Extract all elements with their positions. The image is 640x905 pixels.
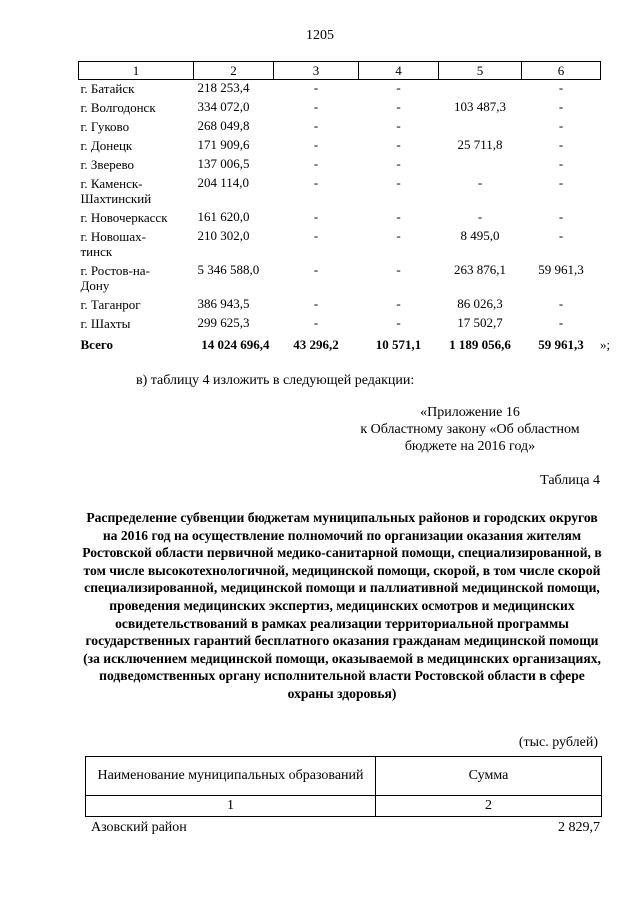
table-cell: 8 495,0: [460, 228, 500, 243]
table-row-value: 2 829,7: [558, 820, 600, 835]
total-suffix: »;: [600, 337, 611, 352]
appendix-reference: [340, 404, 600, 455]
column-number-row: [86, 796, 602, 817]
table-header-row: [86, 757, 602, 796]
table-cell: 268 049,8: [197, 118, 250, 133]
table-row: [79, 209, 601, 228]
table-cell: -: [558, 156, 564, 171]
table-row: [79, 262, 601, 296]
table-cell: 25 711,8: [457, 137, 503, 152]
column-header: 6: [522, 62, 601, 80]
column-number: 1: [86, 796, 376, 817]
municipality-name: г. Каменск- Шахтинский: [80, 176, 152, 206]
table-cell: -: [313, 296, 319, 311]
column-header-sum: Сумма: [376, 757, 602, 796]
table-cell: -: [558, 175, 564, 190]
table-cell: 386 943,5: [197, 296, 250, 311]
table-cell: 103 487,3: [454, 99, 506, 114]
intro-text: в) таблицу 4 изложить в следующей редакции:: [136, 373, 415, 388]
table-cell: -: [313, 99, 319, 114]
total-row: [79, 334, 601, 355]
table-row: [79, 175, 601, 209]
table-cell: -: [313, 137, 319, 152]
table-cell: -: [313, 156, 319, 171]
total-cell: 43 296,2: [293, 337, 339, 352]
table-cell: -: [396, 175, 401, 190]
table-cell: 86 026,3: [457, 296, 503, 311]
table-cell: -: [558, 228, 564, 243]
table-cell: 210 302,0: [197, 228, 250, 243]
municipality-name: г. Донецк: [80, 138, 133, 153]
municipality-name: г. Волгодонск: [80, 100, 156, 115]
table-cell: -: [477, 175, 483, 190]
table-cell: -: [396, 156, 401, 171]
table-cell: -: [396, 137, 401, 152]
municipality-name: г. Зверево: [80, 157, 135, 172]
table-label: Таблица 4: [540, 473, 600, 488]
table-cell: -: [313, 175, 319, 190]
column-header-name: Наименование муниципальных образований: [86, 757, 376, 796]
column-header: 2: [194, 62, 274, 80]
table-cell: [439, 156, 522, 175]
table-row: [79, 156, 601, 175]
table-cell: 59 961,3: [538, 262, 584, 277]
table-cell: 171 909,6: [197, 137, 250, 152]
table-row: [79, 228, 601, 262]
column-header: 5: [439, 62, 522, 80]
table-cell: -: [396, 315, 401, 330]
table-cell: 204 114,0: [197, 175, 250, 190]
table-cell: -: [313, 315, 319, 330]
table-row: [79, 137, 601, 156]
table-cell: -: [313, 209, 319, 224]
table-cell: -: [313, 80, 319, 95]
column-header: 4: [359, 62, 439, 80]
column-number: 2: [376, 796, 602, 817]
total-cell: 10 571,1: [375, 337, 422, 352]
table-cell: -: [558, 80, 564, 95]
appendix-line: «Приложение 16: [420, 405, 520, 420]
table-cell: 334 072,0: [197, 99, 250, 114]
table-row: [79, 296, 601, 315]
table-cell: -: [477, 209, 483, 224]
table-cell: -: [313, 228, 319, 243]
municipality-name: г. Батайск: [80, 81, 135, 96]
appendix-line: бюджете на 2016 год»: [404, 439, 536, 454]
table-cell: -: [313, 262, 319, 277]
table-header-row: [79, 62, 601, 80]
table-cell: 17 502,7: [457, 315, 503, 330]
table-cell: -: [396, 296, 401, 311]
table-cell: [439, 118, 522, 137]
total-cell: 59 961,3: [538, 337, 584, 352]
table-cell: -: [396, 99, 401, 114]
table-cell: -: [558, 296, 564, 311]
table-cell: -: [558, 137, 564, 152]
municipality-name: г. Гуково: [80, 119, 130, 134]
column-header: 3: [274, 62, 359, 80]
page-number: 1205: [306, 28, 334, 43]
table-cell: -: [396, 228, 401, 243]
column-header: 1: [79, 62, 194, 80]
table-cell: -: [396, 262, 401, 277]
table-cell: [439, 80, 522, 100]
table-cell: 137 006,5: [197, 156, 250, 171]
table-cell: 218 253,4: [197, 80, 250, 95]
table-row-name: Азовский район: [91, 820, 187, 835]
table-row: [79, 315, 601, 334]
appendix-line: к Областному закону «Об областном: [360, 422, 580, 437]
table-cell: 161 620,0: [197, 209, 250, 224]
municipality-name: г. Новочеркасск: [80, 210, 168, 225]
total-cell: 14 024 696,4: [201, 337, 270, 352]
table-cell: -: [313, 118, 319, 133]
municipality-name: г. Таганрог: [80, 297, 141, 312]
table-cell: -: [558, 209, 564, 224]
table-heading: Распределение субвенции бюджетам муниципальных районов и городских округов на 2016 год на осуществление полномочий по организации оказания жителям Ростовской области первичной медико-санитарной помощи, специализированной, в том числе высокотехнологичной, медицинской помощи, скорой, в том числе скорой специализированной, медицинской помощи и паллиативной медицинской помощи, проведения медицинских экспертиз, медицинских осмотров и медицинских освидетельствований в рамках реализации территориальной программы государственных гарантий бесплатного оказания гражданам медицинской помощи (за исключением медицинской помощи, оказываемой в медицинских организациях, подведомственных органу исполнительной власти Ростовской области в сфере охраны здоровья): [82, 510, 602, 701]
table-cell: 263 876,1: [454, 262, 506, 277]
table-cell: -: [558, 99, 564, 114]
units-note: (тыс. рублей): [518, 735, 598, 750]
table-cell: -: [396, 209, 401, 224]
table-cell: -: [396, 80, 401, 95]
table-row: [79, 99, 601, 118]
table-cell: 299 625,3: [197, 315, 250, 330]
total-label: Всего: [80, 337, 113, 352]
table-cell: 5 346 588,0: [197, 262, 260, 277]
municipality-name: г. Ростов-на- Дону: [80, 263, 150, 293]
table-cell: -: [396, 118, 401, 133]
table-row: [79, 118, 601, 137]
table-row: [79, 80, 601, 100]
table-cell: -: [558, 118, 564, 133]
municipality-name: г. Шахты: [80, 316, 131, 331]
subsidy-table-4: [85, 756, 602, 817]
subsidy-table-continued: [78, 61, 601, 355]
total-cell: 1 189 056,6: [449, 337, 511, 352]
table-cell: -: [558, 315, 564, 330]
municipality-name: г. Новошах- тинск: [80, 229, 146, 259]
